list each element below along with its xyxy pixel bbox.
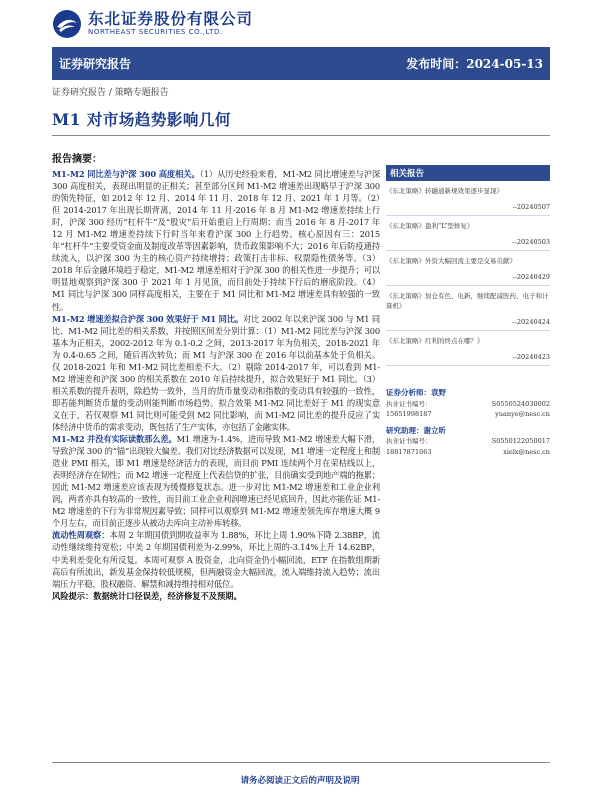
related-report-title[interactable]: 《东北策略》转融通新规效果逐步显现》 [386, 187, 503, 195]
related-report-title[interactable]: 《东北策略》加仓有色、电新，继续配减医药、电子和计算机》 [386, 292, 549, 310]
company-logo [52, 8, 253, 40]
title-divider [52, 135, 550, 136]
related-report-date: --20240503 [512, 238, 550, 246]
report-divider [386, 250, 550, 251]
report-divider [386, 215, 550, 216]
paragraph-2-lead: M1-M2 增速差拟合沪深 300 效果好于 M1 同比。 [52, 313, 243, 324]
related-report-date: --20240424 [512, 318, 550, 326]
risk-warning [52, 590, 380, 602]
breadcrumb: 证券研究报告 / 策略专题报告 [52, 88, 169, 98]
header-banner [52, 47, 550, 80]
summary-paragraph-1 [52, 168, 380, 313]
paragraph-1-text: （1）从历史经验来看，M1-M2 同比增速差与沪深 300 高度相关，表现出明显的正相关；甚至部分区间 M1-M2 增速差出现略早于沪深 300 的领先特征，如 2012 年 12 月、2014 年 11 月、2018 年 12 月、2021 年 1 月等。（2）但 2014-2017 年出现长期背离，2014 年 11 月-2016 年 8 月 M1-M2 增速差持续上行时，沪深 300 经历“杠杆牛”及“股灾”后开始重启上行周期；而当 2016 年 8 月-2017 年 12 月 M1-M2 增速差持续下行时当年来看沪深 300 上行趋势。核心原因有三：2015 年“杠杆牛”主要受资金面及制度改革等因素影响，货币政策影响不大；2016 年后防疫通持续流入，以沪深 300 为主的核心资产持续增持；政策打击非标、权票隐性债务等。（3）2018 年后金融环境趋于稳定，M1-M2 增速差相对于沪深 300 的相关性进一步提升；可以明显地观察到沪深 300 于 2021 年 1 月见顶，而目前处于持续下行后的磨底阶段。（4）M1 同比与沪深 300 同样高度相关，主要在于 M1 同比和 M1-M2 增速差具有较强的一致性。 [52, 169, 380, 312]
analyst-phone: 15651998187 [386, 410, 432, 418]
summary-paragraph-4 [52, 529, 380, 589]
report-divider [386, 330, 550, 331]
publish-date: 发布时间：2024-05-13 [406, 57, 543, 71]
related-report-item[interactable] [386, 221, 550, 251]
summary-paragraph-3 [52, 433, 380, 529]
analyst-email[interactable]: yuanye@nesc.cn [495, 410, 550, 418]
related-report-item[interactable] [386, 186, 550, 216]
analyst-1 [386, 388, 550, 420]
footer-disclaimer: 请务必阅读正文后的声明及说明 [240, 776, 360, 786]
risk-label: 风险提示： [52, 590, 94, 601]
license-number: S0550122050017 [491, 437, 550, 445]
related-report-title[interactable]: 《东北策略》红利的终点在哪？》 [386, 337, 484, 345]
analyst-role: 研究助理： [386, 425, 424, 435]
report-divider [386, 285, 550, 286]
analyst-2 [386, 426, 550, 458]
paragraph-3-text: M1 增速为-1.4%，进而导致 M1-M2 增速差大幅下滑，导致沪深 300 的“锚”出现较大偏差。我们对比经济数据可以发现，M1 增速一定程度上和制造业 PMI 相关，即 M1 增速是经济活力的表现，而目前 PMI 连续两个月在荣枯线以上，表明经济存在韧性；而 M2 增速一定程度上代表信贷的扩张，目前确实受到地产端的拖累；因此 M1-M2 增速差应该表现为缓慢修复状态。进一步对比 M1-M2 增速差和工业企业利润，两者亦具有较高的一致性，而目前工业企业利润增速已经见底回升，因此亦能佐证 M1-M2 增速差的下行为非常规因素导致；同样可以观察到 M1-M2 增速差领先库存增速大概 9 个月左右，而目前正逐步从被动去库向主动补库转移。 [52, 434, 380, 529]
related-reports-heading: 相关报告 [386, 165, 550, 181]
related-report-item[interactable] [386, 336, 550, 366]
related-reports [386, 165, 550, 366]
related-report-date: --20240507 [512, 203, 550, 211]
analyst-email[interactable]: xielx@nesc.cn [503, 447, 550, 456]
company-name-cn: 东北证券股份有限公司 [88, 10, 254, 28]
page-title: M1 对市场趋势影响几何 [52, 110, 231, 129]
report-summary [52, 150, 380, 602]
summary-heading: 报告摘要： [52, 154, 102, 165]
company-name-en: NORTHEAST SECURITIES CO.,LTD. [88, 28, 223, 36]
paragraph-4-text: 本周 2 年期国债到期收益率为 1.88%，环比上周 1.90%下降 2.38BP，流动性继续维持宽松；中美 2 年期国债利差为-2.99%，环比上周的-3.14%上升 14.62BP，中美利差变化有所反复。本周可观察 A 股资金，北向资金仍小幅回流，ETF 在指数组期新高后有所流出，新发基金保持较低规模，但两融资金大幅回流，流入端维持流入趋势；流出端压力平稳，股权融资、解禁和减持维持相对低位。 [52, 530, 381, 589]
related-report-item[interactable] [386, 256, 550, 286]
related-report-date: --20240429 [512, 273, 550, 281]
related-report-title[interactable]: 《东北策略》盈利“L”型修复》 [386, 222, 474, 230]
paragraph-4-lead: 流动性周观察： [52, 530, 110, 541]
license-label: 执业证书编号： [386, 399, 432, 408]
company-logo-icon [52, 9, 82, 39]
risk-text: 数据统计口径误差，经济修复不及预期。 [93, 590, 242, 601]
paragraph-3-lead: M1-M2 并没有实际读数那么差。 [52, 434, 177, 445]
analyst-name: 谢立昕 [423, 425, 446, 435]
related-report-title[interactable]: 《东北策略》外资大幅回流主要是交易贡献》 [386, 257, 516, 265]
analyst-info [386, 388, 550, 457]
related-report-date: --20240423 [512, 353, 550, 361]
paragraph-1-lead: M1-M2 同比差与沪深 300 高度相关。 [52, 169, 200, 179]
license-label: 执业证书编号： [386, 437, 432, 445]
analyst-role: 证券分析师： [386, 388, 431, 397]
report-divider [386, 365, 550, 366]
footer-divider [52, 762, 550, 763]
related-report-item[interactable] [386, 291, 550, 331]
analyst-name: 袁野 [431, 388, 446, 397]
analyst-phone: 18817871063 [386, 447, 432, 456]
summary-paragraph-2 [52, 313, 380, 433]
paragraph-2-text: 对比 2002 年以来沪深 300 与 M1 同比、M1-M2 同比差的相关系数，并按照区间差分别计算：（1）M1-M2 同比差与沪深 300 基本为正相关，2002-2012 年为 0.1-0.2 之间，2013-2017 年为负相关，2018-2021 年为 0.4-0.65 之间，随后再次转负；而 M1 与沪深 300 在 2016 年以前基本处于负相关。仅 2018-2021 年和 M1-M2 同比差相差不大。（2）剔除 2014-2017 年，可以看到 M1-M2 增速差和沪深 300 的相关系数在 2010 年后持续提升，拟合效果好于 M1 同比。（3）相关系数的提升表明，除趋势一致外，当月的货币量变动和指数的变动具有较强的一致性，即若能判断货币量的变动则能判断市场趋势。拟合效果 M1-M2 同比差好于 M1 的现实意义在于，若仅观察 M1 同比则可能受到 M2 同比影响，而 M1-M2 同比差的提升反应了实体经济中货币的需求变动，既包括了生产实体，亦包括了金融实体。 [52, 313, 380, 432]
license-number: S0550524030002 [491, 399, 550, 408]
report-type-label: 证券研究报告 [59, 57, 132, 71]
